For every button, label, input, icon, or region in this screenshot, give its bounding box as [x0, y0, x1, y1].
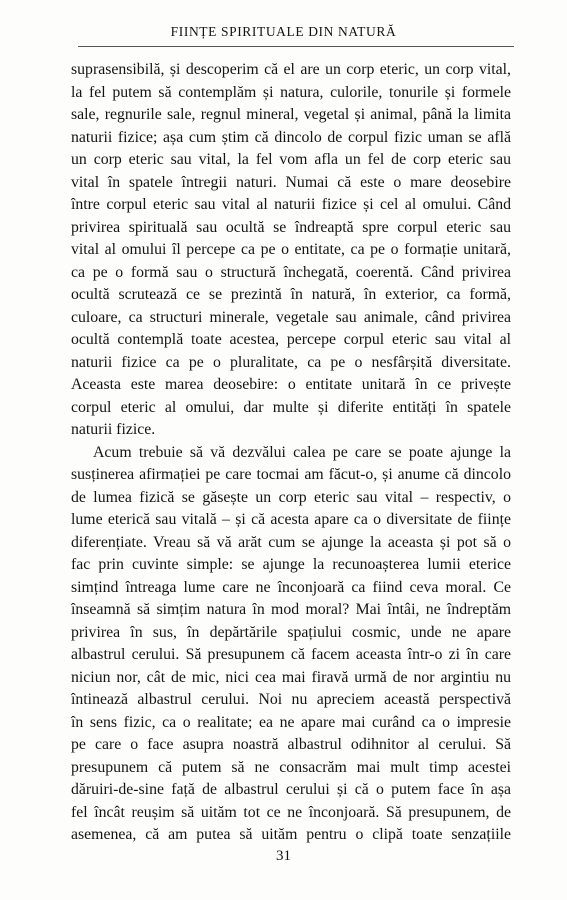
text-line: culoare, ca structuri minerale, vegetale sau animale, când privirea: [71, 308, 511, 326]
text-line: înseamnă să simțim natura în mod moral? Mai întâi, ne îndreptăm: [71, 601, 511, 618]
running-header: FIINȚE SPIRITUALE DIN NATURĂ: [170, 24, 397, 39]
text-line: vital al omului îl percepe ca pe o entitate, ca pe o formație unitară,: [71, 241, 511, 258]
text-line: între corpul eteric sau vital al naturii fizice și cel al omului. Când: [71, 196, 511, 213]
text-line: pe care o face asupra noastră albastrul odihnitor al cerului. Să: [71, 736, 511, 753]
text-line: niciun nor, cât de mic, nici cea mai firavă urmă de nor argintiu nu: [71, 668, 511, 686]
text-line: susținerea afirmației pe care tocmai am făcut-o, și anume că dincolo: [71, 466, 511, 483]
text-line: vital în spatele întregii naturi. Numai că este o mare deosebire: [71, 173, 511, 191]
text-line: privirea în sus, în depărtările spațiului cosmic, unde ne apare: [71, 623, 511, 641]
paragraph-start-line: Acum trebuie să vă dezvălui calea pe care se poate ajunge la: [93, 443, 511, 461]
text-line: Aceasta este marea deosebire: o entitate unitară în ce privește: [71, 376, 511, 393]
text-line: albastrul cerului. Să presupunem că facem aceasta într-o zi în care: [71, 646, 511, 663]
text-line: de lumea fizică se găsește un corp eteric sau vital – respectiv, o: [71, 488, 511, 506]
text-line: naturii fizice ca pe o pluralitate, ca pe o nesfârșită diversitate.: [71, 353, 511, 371]
text-line: presupunem că putem să ne consacrăm mai mult timp acestei: [71, 758, 511, 776]
text-line: un corp eteric sau vital, la fel vom afla un fel de corp eteric sau: [71, 151, 511, 168]
text-line: întinează albastrul cerului. Noi nu apreciem această perspectivă: [71, 691, 511, 708]
text-line: ocultă scrutează ce se prezintă în natură, în exterior, ca formă,: [71, 286, 511, 303]
text-line: fac prin cuvinte simple: se ajunge la recunoașterea lumii eterice: [71, 556, 511, 573]
text-line: la fel putem să contemplăm și natura, culorile, tonurile și formele: [71, 83, 511, 101]
text-line: dăruiri-de-sine față de albastrul cerului și că o putem face în așa: [71, 781, 511, 798]
text-line: ca pe o formă sau o structură închegată, coerentă. Când privirea: [71, 263, 511, 281]
text-line: fel încât reușim să uităm tot ce ne înconjoară. Să presupunem, de: [71, 803, 511, 821]
text-line: ocultă contemplă toate acestea, percepe corpul eteric sau vital al: [71, 331, 511, 348]
text-line: suprasensibilă, și descoperim că el are un corp eteric, un corp vital,: [71, 61, 511, 78]
text-line: privirea spirituală sau ocultă se îndreaptă spre corpul eteric sau: [71, 218, 511, 236]
text-line: sale, regnurile sale, regnul mineral, vegetal și animal, până la limita: [71, 106, 511, 123]
body-text: [71, 59, 511, 847]
text-line: naturii fizice; așa cum știm că dincolo de corpul fizic uman se află: [71, 128, 511, 146]
text-line: simțind întreaga lume care ne înconjoară ca fiind ceva moral. Ce: [71, 578, 511, 596]
text-line: lume eterică sau vitală – și că acesta apare ca o diversitate de ființe: [71, 511, 511, 528]
header-rule: [78, 46, 514, 47]
text-line: diferențiate. Vreau să vă arăt cum se ajunge la aceasta și pot să o: [71, 533, 511, 551]
page-number: 31: [276, 848, 291, 864]
text-line: asemenea, că am putea să uităm pentru o clipă toate senzațiile: [71, 826, 511, 843]
text-line: în sens fizic, ca o realitate; ea ne apare mai curând ca o impresie: [71, 713, 511, 731]
paragraph-end-line: naturii fizice.: [71, 421, 156, 438]
text-line: corpul eteric al omului, dar multe și diferite entități în spatele: [71, 398, 511, 416]
